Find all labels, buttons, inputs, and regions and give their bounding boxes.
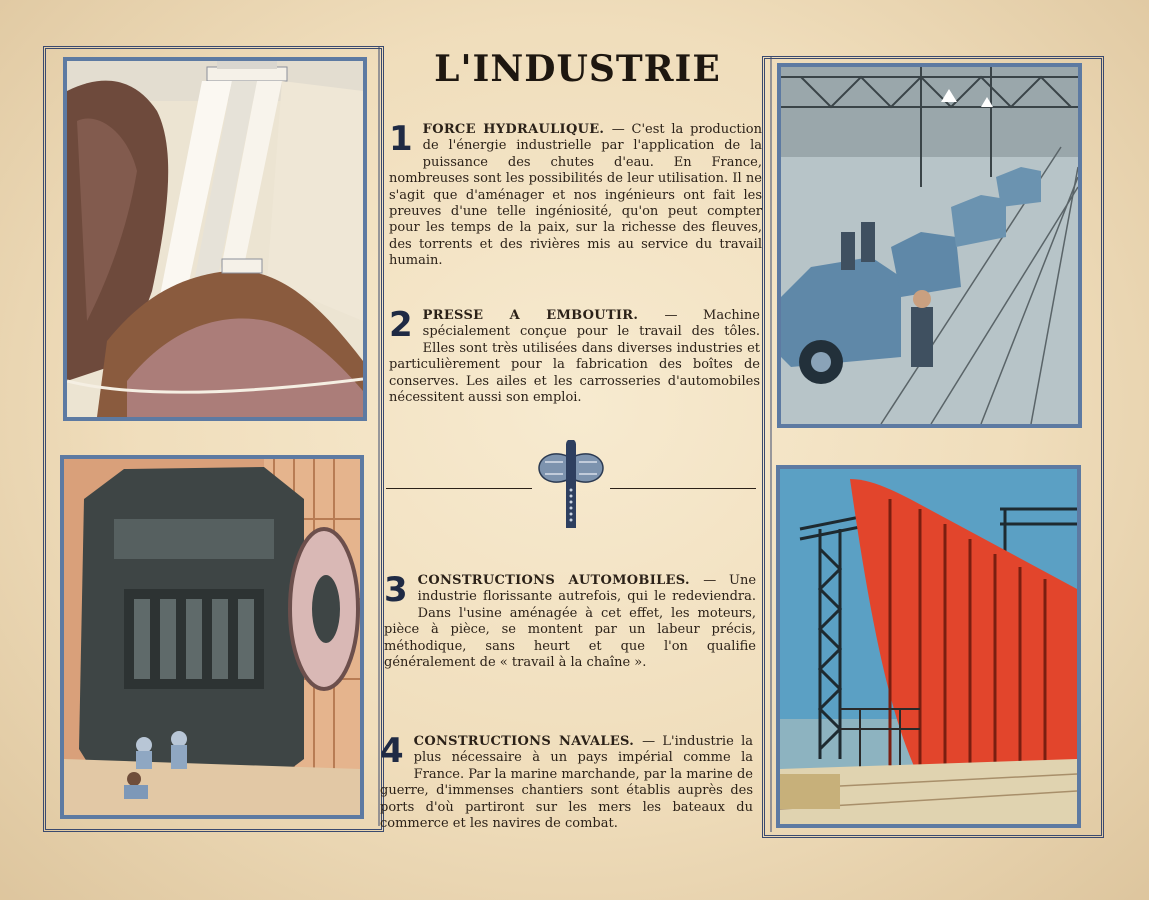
car-factory-illustration [777,63,1082,428]
section-text: — L'industrie la plus nécessaire à un pays impérial comme la France. Par la marine marchande, par la marine de guerre, d'immenses chantiers sont établis auprès des ports d'où partiront sur les mers les bateaux du commerce et les navires de combat. [380,734,753,832]
section-heading: PRESSE A EMBOUTIR. [422,308,665,323]
section-heading: CONSTRUCTIONS NAVALES. [413,734,643,749]
section-text: — Une industrie florissante autrefois, qui le redeviendra. Dans l'usine aménagée à cet effet, les moteurs, pièce à pièce, se montent par un labeur précis, méthodique, sans heurt et que l'on qualifie généralement de « travail à la chaîne ». [384,573,757,671]
section-heading: CONSTRUCTIONS AUTOMOBILES. [417,573,704,588]
section-text: — Machine spécialement conçue pour le travail des tôles. Elles sont très utilisées dans diverses industries et particulièrement pour la fabrication des boîtes de conserves. Les ailes et les carrosseries d'automobiles nécessitent aussi son emploi. [389,308,761,406]
right-rule [770,56,772,832]
ornament-line-right [610,488,756,489]
ornament-line-left [386,488,532,489]
left-rule [378,46,380,826]
section-text: — C'est la production de l'énergie industrielle par l'application de la puissance des chutes d'eau. En France, nombreuses sont les possibilités de leur utilisation. Il ne s'agit que d'aménager et nos ingénieurs ont fait les preuves d'une telle ingéniosité, qu'on peut compter pour les temps de la paix, sur la richesse des fleuves, des torrents et des rivières mis au service du travail humain. [389,122,762,269]
double-axe-emblem-icon [537,440,605,530]
section-number: 2 [389,305,413,345]
section-number: 4 [380,731,404,771]
press-illustration [60,455,364,819]
section-number: 3 [384,570,408,610]
section-number: 1 [389,119,413,159]
shipyard-illustration [776,465,1081,828]
section-hydraulic-power [389,119,762,270]
section-automobile-construction [384,570,757,671]
section-stamping-press [389,305,761,406]
page-title: L'INDUSTRIE [434,48,721,90]
section-heading: FORCE HYDRAULIQUE. [422,122,612,137]
section-naval-construction [380,731,753,832]
dam-illustration [63,57,367,421]
